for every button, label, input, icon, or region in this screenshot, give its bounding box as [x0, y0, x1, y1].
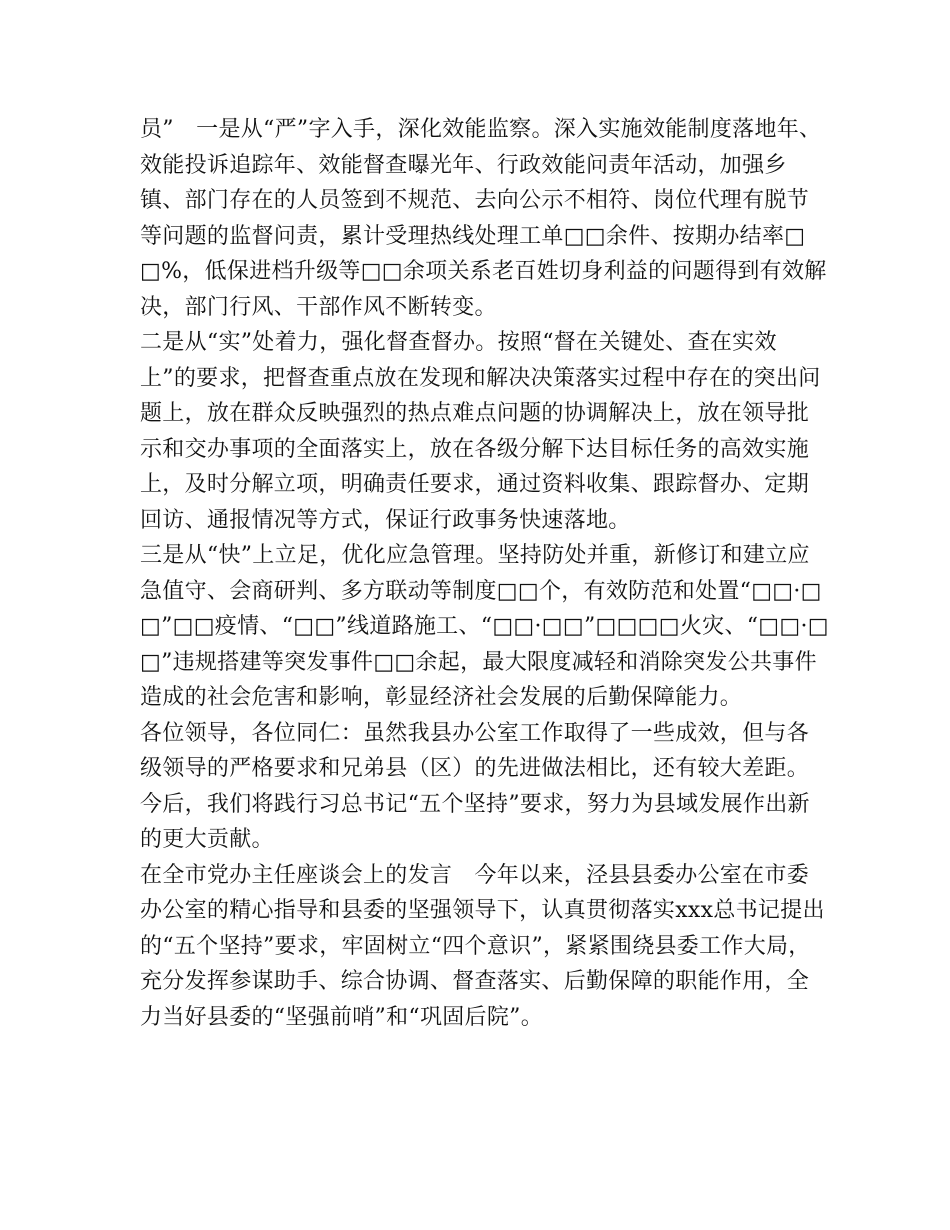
paragraph-closing-remarks: 各位领导，各位同仁：虽然我县办公室工作取得了一些成效，但与各级领导的严格要求和兄弟县（区）的先进做法相比，还有较大差距。今后，我们将践行习总书记“五个坚持”要求，努力为县域发展作出新的更大贡献。 [140, 720, 810, 852]
paragraph-supervision-inspection: 二是从“实”处着力，强化督查督办。按照“督在关键处、查在实效上”的要求，把督查重点放在发现和解决决策落实过程中存在的突出问题上，放在群众反映强烈的热点难点问题的协调解决上，放在领导批示和交办事项的全面落实上，放在各级分解下达目标任务的高效实施上，及时分解立项，明确责任要求，通过资料收集、跟踪督办、定期回访、通报情况等方式，保证行政事务快速落地。 [140, 330, 821, 533]
paragraph-speech-intro: 在全市党办主任座谈会上的发言 今年以来，泾县县委办公室在市委办公室的精心指导和县委的坚强领导下，认真贯彻落实xxx总书记提出的“五个坚持”要求，牢固树立“四个意识”，紧紧围绕县委工作大局，充分发挥参谋助手、综合协调、督查落实、后勤保障的职能作用，全力当好县委的“坚强前哨”和“巩固后院”。 [140, 862, 825, 1030]
paragraph-emergency-management: 三是从“快”上立足，优化应急管理。坚持防处并重，新修订和建立应急值守、会商研判、多方联动等制度□□个，有效防范和处置“□□·□□”□□疫情、“□□”线道路施工、“□□·□□”□□□□火灾、“□□·□□”违规搭建等突发事件□□余起，最大限度减轻和消除突发公共事件造成的社会危害和影响，彰显经济社会发展的后勤保障能力。 [140, 543, 829, 710]
paragraph-efficiency-supervision: 员” 一是从“严”字入手，深化效能监察。深入实施效能制度落地年、效能投诉追踪年、效能督查曝光年、行政效能问责年活动，加强乡镇、部门存在的人员签到不规范、去向公示不相符、岗位代理有脱节等问题的监督问责，累计受理热线处理工单□□余件、按期办结率□□%，低保进档升级等□□余项关系老百姓切身利益的问题得到有效解决，部门行风、干部作风不断转变。 [140, 117, 827, 320]
document-body [140, 112, 830, 1035]
